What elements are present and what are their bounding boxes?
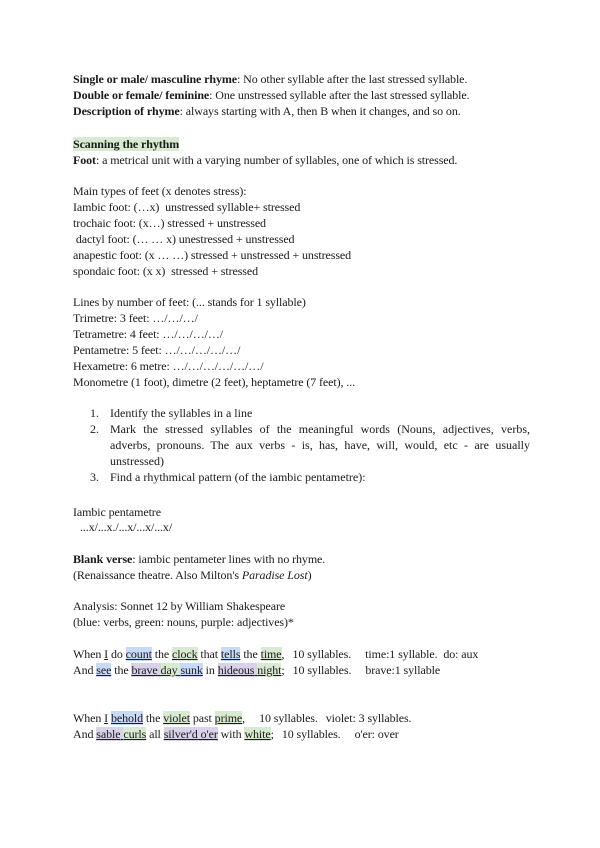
list-item-text: Find a rhythmical pattern (of the iambic pentametre):: [110, 470, 366, 484]
single-rhyme-term: Single or male/ masculine rhyme: [73, 72, 237, 86]
double-rhyme-term: Double or female/ feminine: [73, 88, 210, 102]
feet-item-iambic: Iambic foot: (…x) unstressed syllable+ stressed: [73, 200, 301, 214]
word: ;: [270, 727, 274, 741]
lines-item-others: Monometre (1 foot), dimetre (2 feet), heptametre (7 feet), ...: [73, 375, 356, 389]
list-item-text: Identify the syllables in a line: [110, 406, 253, 420]
list-item: [90, 421, 530, 469]
syllable-note: time:1 syllable. do: aux: [365, 647, 479, 661]
syllable-note: o'er: over: [354, 727, 399, 741]
word: When: [73, 711, 105, 725]
single-rhyme-line: [73, 71, 467, 87]
syllable-note: 10 syllables.: [259, 711, 318, 725]
steps-list: [90, 405, 530, 485]
paradise-lost-title: Paradise Lost: [241, 568, 308, 582]
word: ;: [281, 663, 285, 677]
list-item: [90, 469, 530, 485]
word-verb: see: [96, 663, 112, 677]
blank-verse-note-post: ): [307, 568, 312, 582]
word: past: [189, 711, 215, 725]
word-noun: clock: [172, 647, 198, 661]
list-item: [90, 405, 530, 421]
foot-definition-line: [73, 152, 457, 168]
iambic-pattern: ...x/...x./...x/...x/...x/: [80, 520, 173, 534]
feet-item-spondaic: spondaic foot: (x x) stressed + stressed: [73, 264, 258, 278]
lines-item-hexametre: Hexametre: 6 metre: …/…/…/…/…/…/: [73, 359, 264, 373]
sonnet-line-3: [73, 710, 411, 726]
scanning-heading-line: [73, 136, 179, 152]
word-noun: curls: [123, 727, 147, 741]
word-noun: white: [244, 727, 271, 741]
word-noun: time: [260, 647, 282, 661]
word: the: [151, 647, 173, 661]
word-verb: sunk: [180, 663, 203, 677]
double-rhyme-line: [73, 87, 470, 103]
syllable-note: brave:1 syllable: [365, 663, 441, 677]
word: the: [240, 647, 261, 661]
lines-item-tetrametre: Tetrametre: 4 feet: …/…/…/…/: [73, 327, 223, 341]
blank-verse-note: [73, 567, 311, 583]
word: with: [217, 727, 245, 741]
word: ,: [242, 711, 246, 725]
word-noun: day: [160, 663, 178, 677]
syllable-note: 10 syllables.: [281, 727, 341, 741]
iambic-title: Iambic pentametre: [73, 505, 161, 519]
blank-verse-note-pre: (Renaissance theatre. Also Milton's: [73, 568, 242, 582]
word-adjective: hideous: [217, 663, 255, 677]
word-noun: violet: [163, 711, 190, 725]
feet-item-anapestic: anapestic foot: (x … …) stressed + unstressed + unstressed: [73, 248, 352, 262]
word: And: [73, 663, 97, 677]
foot-def: : a metrical unit with a varying number of syllables, one of which is stressed.: [95, 153, 458, 167]
word-adjective: o'er: [200, 727, 218, 741]
syllable-note: violet: 3 syllables.: [325, 711, 412, 725]
list-item-number: 2.: [90, 422, 99, 436]
word-adjective: sable: [96, 727, 121, 741]
double-rhyme-def: : One unstressed syllable after the last stressed syllable.: [209, 88, 470, 102]
sonnet-line-2: [73, 662, 440, 678]
word-pronoun: I: [104, 647, 109, 661]
blank-verse-def: : iambic pentameter lines with no rhyme.: [132, 552, 326, 566]
scanning-heading: Scanning the rhythm: [73, 137, 180, 151]
analysis-legend: (blue: verbs, green: nouns, purple: adjectives)*: [73, 615, 294, 629]
blank-verse-line: [73, 551, 325, 567]
sonnet-line-1: [73, 646, 478, 662]
lines-item-trimetre: Trimetre: 3 feet: …/…/…/: [73, 311, 198, 325]
feet-intro: Main types of feet (x denotes stress):: [73, 184, 247, 198]
word: do: [108, 647, 126, 661]
word: all: [146, 727, 164, 741]
list-item-text: Mark the stressed syllables of the meaningful words (Nouns, adjectives, verbs, adverbs, pronouns. The aux verbs - is, has, have, will, would, etc - are usually unstressed): [110, 422, 530, 468]
word: in: [202, 663, 218, 677]
rhyme-description-line: [73, 103, 461, 119]
syllable-note: 10 syllables.: [292, 663, 352, 677]
lines-by-feet-intro: Lines by number of feet: (... stands for 1 syllable): [73, 295, 306, 309]
word: And: [73, 727, 97, 741]
analysis-title: Analysis: Sonnet 12 by William Shakespeare: [73, 599, 286, 613]
word-adjective: brave: [131, 663, 158, 677]
list-item-number: 1.: [90, 406, 99, 420]
rhyme-description-def: : always starting with A, then B when it changes, and so on.: [179, 104, 461, 118]
feet-item-dactyl: dactyl foot: (… … x) unestressed + unstressed: [73, 232, 295, 246]
word-noun: prime: [214, 711, 243, 725]
word-verb: behold: [110, 711, 144, 725]
feet-item-trochaic: trochaic foot: (x…) stressed + unstressed: [73, 216, 266, 230]
syllable-note: 10 syllables.: [292, 647, 352, 661]
word: the: [111, 663, 132, 677]
single-rhyme-def: : No other syllable after the last stressed syllable.: [237, 72, 468, 86]
word: ,: [281, 647, 285, 661]
word-adjective: silver'd: [163, 727, 198, 741]
word-verb: tells: [220, 647, 241, 661]
word: that: [197, 647, 221, 661]
blank-verse-term: Blank verse: [73, 552, 133, 566]
word-pronoun: I: [104, 711, 109, 725]
list-item-number: 3.: [90, 470, 99, 484]
word: the: [143, 711, 164, 725]
word-noun: night: [257, 663, 282, 677]
lines-item-pentametre: Pentametre: 5 feet: …/…/…/…/…/: [73, 343, 241, 357]
foot-term: Foot: [73, 153, 96, 167]
rhyme-description-term: Description of rhyme: [73, 104, 180, 118]
word-verb: count: [125, 647, 152, 661]
word: When: [73, 647, 105, 661]
sonnet-line-4: [73, 726, 399, 742]
